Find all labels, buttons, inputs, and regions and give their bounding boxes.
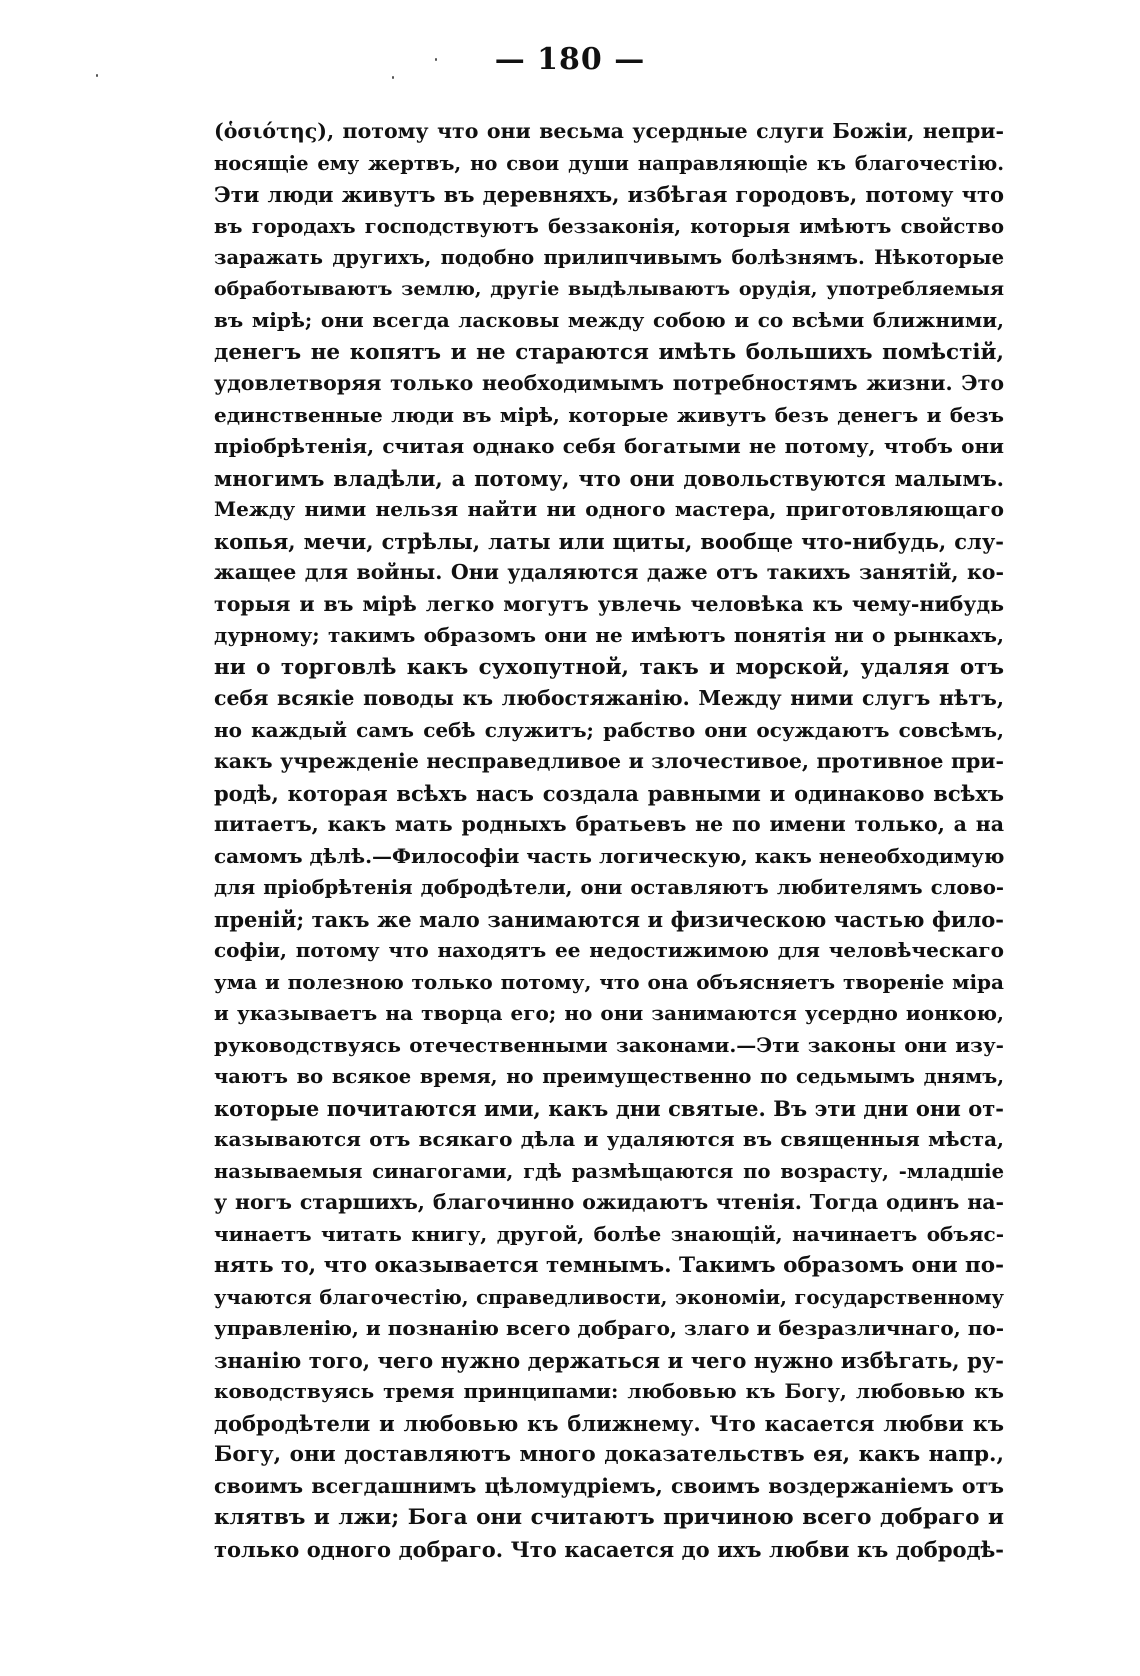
text-line: Богу, они доставляютъ много доказательствъ ея, какъ напр.,: [214, 1442, 1004, 1467]
text-line: торыя и въ мірѣ легко могутъ увлечь человѣка къ чему-нибудь: [214, 591, 1004, 616]
text-line: денегъ не копятъ и не стараются имѣть большихъ помѣстій,: [214, 339, 1004, 365]
text-line: удовлетворяя только необходимымъ потребностямъ жизни. Это: [214, 371, 1004, 395]
text-line: единственные люди въ мірѣ, которые живутъ безъ денегъ и безъ: [214, 402, 1004, 427]
text-line: и указываетъ на творца его; но они занимаются усердно ионкою,: [214, 1001, 1004, 1025]
text-line: жащее для войны. Они удаляются даже отъ такихъ занятій, ко-: [214, 560, 1004, 584]
scan-speck: [392, 76, 394, 79]
text-line: заражать другихъ, подобно прилипчивымъ болѣзнямъ. Нѣкоторые: [214, 246, 1004, 269]
text-line: Между ними нельзя найти ни одного мастера, приготовляющаго: [214, 497, 1004, 521]
text-line: чинаетъ читать книгу, другой, болѣе знающій, начинаетъ объяс-: [214, 1221, 1004, 1246]
text-line: знанію того, чего нужно держаться и чего нужно избѣгать, ру-: [214, 1347, 1004, 1373]
text-line: руководствуясь отечественными законами.—Эти законы они изу-: [214, 1032, 1004, 1057]
text-line: копья, мечи, стрѣлы, латы или щиты, вообще что-нибудь, слу-: [214, 528, 1004, 554]
text-line: ни о торговлѣ какъ сухопутной, такъ и морской, удаляя отъ: [214, 654, 1004, 680]
text-line: ума и полезною только потому, что она объясняетъ твореніе міра: [214, 969, 1004, 994]
text-line: учаются благочестію, справедливости, экономіи, государственному: [214, 1285, 1004, 1309]
text-line: управленію, и познанію всего добраго, злаго и безразличнаго, по-: [214, 1316, 1004, 1340]
text-line: родѣ, которая всѣхъ насъ создала равными и одинаково всѣхъ: [214, 780, 1004, 806]
text-line: какъ учрежденіе несправедливое и злочестивое, противное при-: [214, 749, 1004, 773]
text-line: себя всякіе поводы къ любостяжанію. Между ними слугъ нѣтъ,: [214, 686, 1004, 710]
text-line: въ городахъ господствуютъ беззаконія, которыя имѣютъ свойство: [214, 214, 1004, 238]
body-text: [214, 116, 1004, 1565]
text-line: самомъ дѣлѣ.—Философіи часть логическую, какъ ненеобходимую: [214, 843, 1005, 868]
text-line: своимъ всегдашнимъ цѣломудріемъ, своимъ воздержаніемъ отъ: [214, 1473, 1004, 1498]
text-line: нять то, что оказывается темнымъ. Такимъ образомъ они по-: [214, 1253, 1004, 1278]
text-line: въ мірѣ; они всегда ласковы между собою и со всѣми ближними,: [214, 308, 1004, 332]
scan-speck: [96, 74, 98, 77]
text-line: многимъ владѣли, а потому, что они довольствуются малымъ.: [214, 465, 1004, 491]
text-line: обработываютъ землю, другіе выдѣлываютъ орудія, употребляемыя: [214, 277, 1004, 300]
text-line: казываются отъ всякаго дѣла и удаляются въ священныя мѣста,: [214, 1127, 1004, 1151]
text-line: только одного добраго. Что касается до ихъ любви къ добродѣ-: [214, 1536, 1004, 1562]
text-line: Эти люди живутъ въ деревняхъ, избѣгая городовъ, потому что: [214, 182, 1004, 207]
text-line: носящіе ему жертвъ, но свои души направляющіе къ благочестію.: [214, 151, 1004, 175]
scan-speck: [435, 58, 437, 61]
text-line: дурному; такимъ образомъ они не имѣютъ понятія ни о рынкахъ,: [214, 623, 1004, 647]
text-line: у ногъ старшихъ, благочинно ожидаютъ чтенія. Тогда одинъ на-: [214, 1190, 1004, 1214]
text-line: питаетъ, какъ мать родныхъ братьевъ не по имени только, а на: [214, 812, 1004, 836]
text-line: добродѣтели и любовью къ ближнему. Что касается любви къ: [214, 1410, 1004, 1436]
text-line: преній; такъ же мало занимаются и физическою частью фило-: [214, 906, 1004, 932]
text-line: но каждый самъ себѣ служитъ; рабство они осуждаютъ совсѣмъ,: [214, 717, 1004, 742]
text-line: для пріобрѣтенія добродѣтели, они оставляютъ любителямъ слово-: [214, 876, 1004, 899]
page-number: — 180 —: [494, 42, 646, 77]
text-line: клятвъ и лжи; Бога они считаютъ причиною всего добраго и: [214, 1505, 1004, 1530]
text-line: ководствуясь тремя принципами: любовью къ Богу, любовью къ: [214, 1379, 1004, 1403]
text-line: чаютъ во всякое время, но преимущественно по седьмымъ днямъ,: [214, 1065, 1004, 1088]
text-line: (ὁσιότης), потому что они весьма усердные слуги Божіи, непри-: [214, 119, 1004, 143]
text-line: которые почитаются ими, какъ дни святые. Въ эти дни они от-: [214, 1095, 1004, 1121]
text-line: называемыя синагогами, гдѣ размѣщаются по возрасту, -младшіе: [214, 1159, 1004, 1183]
text-line: пріобрѣтенія, считая однако себя богатыми не потому, чтобъ они: [214, 434, 1004, 458]
text-line: софіи, потому что находятъ ее недостижимою для человѣческаго: [214, 938, 1004, 962]
